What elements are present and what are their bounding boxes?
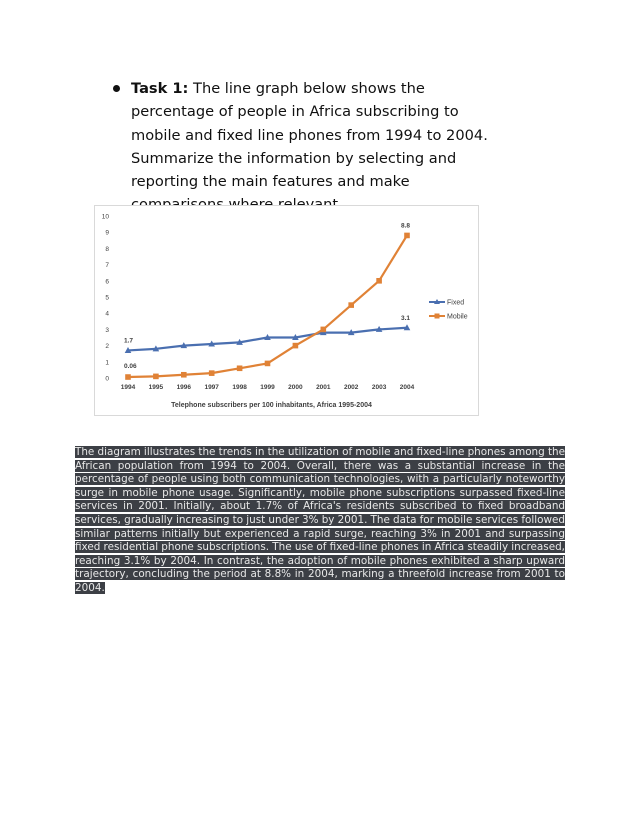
x-tick-label: 2003: [371, 384, 387, 391]
y-tick-label: 1: [105, 359, 109, 367]
legend-label: Mobile: [447, 313, 468, 321]
data-point-mobile: [321, 327, 327, 333]
x-axis-title: Telephone subscribers per 100 inhabitants, Africa 1995-2004: [171, 402, 372, 409]
chart-svg: [95, 206, 478, 415]
x-tick-label: 1994: [120, 384, 136, 391]
data-point-mobile: [404, 233, 410, 239]
series-line-mobile: [128, 235, 407, 377]
task-prompt: [113, 77, 493, 217]
data-label: 0.06: [124, 363, 137, 371]
x-tick-label: 2001: [316, 384, 331, 391]
y-tick-label: 3: [105, 326, 109, 334]
data-label: 8.8: [401, 222, 411, 230]
x-tick-label: 1998: [232, 384, 247, 391]
task-label: Task 1:: [131, 80, 189, 97]
x-tick-label: 1996: [176, 384, 192, 391]
legend-marker-mobile: [435, 314, 440, 319]
data-point-mobile: [265, 361, 271, 367]
y-tick-label: 7: [105, 262, 109, 270]
task-text: [131, 77, 493, 217]
x-tick-label: 2004: [399, 384, 415, 391]
legend-label: Fixed: [447, 299, 465, 307]
selected-answer-text[interactable]: The diagram illustrates the trends in the utilization of mobile and fixed-line phones among the African population from 1994 to 2004. Overall, there was a substantial increase in the percentage of people using both communication technologies, with a particularly noteworthy surge in mobile phone usage. Significantly, mobile phone subscriptions surpassed fixed-line services in 2001. Initially, about 1.7% of Africa's residents subscribed to fixed broadband services, gradually increasing to just under 3% by 2001. The data for mobile services followed similar patterns initially but experienced a rapid surge, reaching 3% in 2001 and surpassing fixed residential phone subscriptions. The use of fixed-line phones in Africa steadily increased, reaching 3.1% by 2004. In contrast, the adoption of mobile phones exhibited a sharp upward trajectory, concluding the period at 8.8% in 2004, marking a threefold increase from 2001 to 2004.: [75, 446, 565, 594]
x-tick-label: 1995: [148, 384, 164, 391]
task-prompt-text: The line graph below shows the percentage of people in Africa subscribing to mobile and fixed line phones from 1994 to 2004. Summarize the information by selecting and reporting the main features and make: [131, 80, 488, 191]
bullet-icon: [113, 85, 120, 92]
y-tick-label: 5: [105, 294, 109, 302]
y-tick-label: 8: [105, 245, 109, 253]
data-point-mobile: [348, 302, 354, 308]
data-point-mobile: [376, 278, 382, 284]
line-chart: [94, 205, 479, 416]
x-tick-label: 2002: [343, 384, 359, 391]
y-tick-label: 6: [105, 278, 109, 286]
data-point-mobile: [181, 372, 187, 378]
data-point-mobile: [209, 370, 215, 376]
data-point-mobile: [293, 343, 299, 349]
answer-paragraph: [75, 446, 565, 596]
data-point-mobile: [153, 374, 159, 380]
y-tick-label: 9: [105, 229, 109, 237]
y-tick-label: 2: [105, 343, 109, 351]
x-tick-label: 2000: [288, 384, 303, 391]
data-point-mobile: [237, 365, 243, 371]
y-tick-label: 10: [101, 213, 109, 221]
y-tick-label: 4: [105, 310, 109, 318]
data-label: 1.7: [124, 337, 134, 345]
data-label: 3.1: [401, 314, 411, 322]
x-tick-label: 1999: [260, 384, 275, 391]
x-tick-label: 1997: [204, 384, 219, 391]
data-point-mobile: [125, 374, 131, 380]
y-tick-label: 0: [105, 375, 109, 383]
